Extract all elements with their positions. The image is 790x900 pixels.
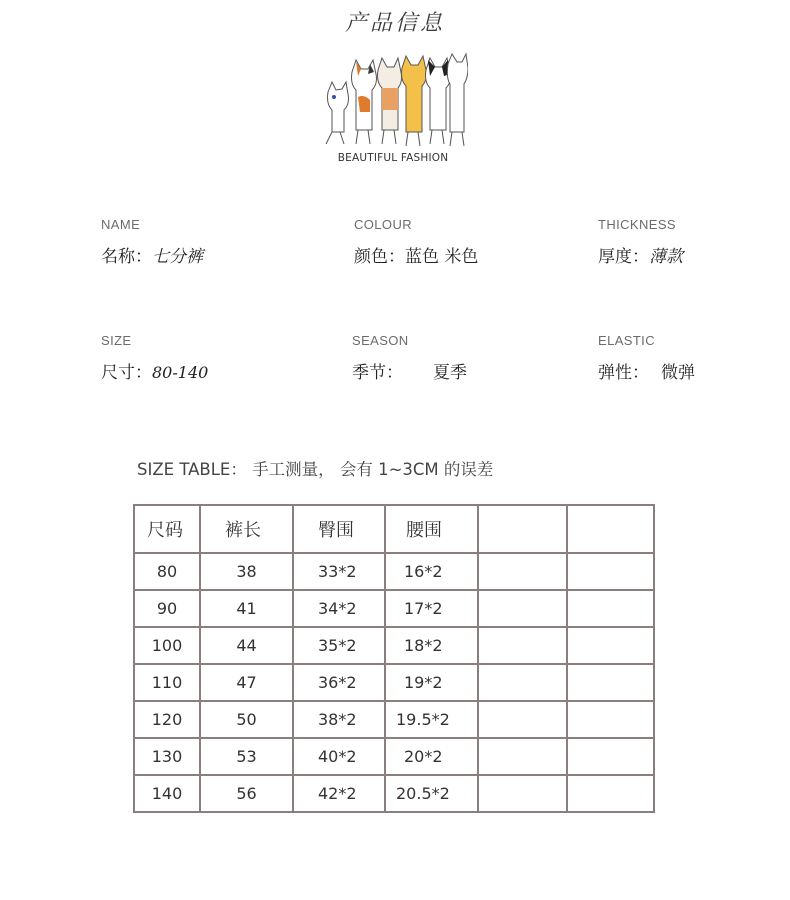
table-row [134, 738, 654, 775]
table-cell [478, 590, 567, 627]
table-cell [567, 553, 654, 590]
table-cell: 50 [200, 701, 293, 738]
table-row [134, 701, 654, 738]
table-cell: 38*2 [293, 701, 385, 738]
attr-colour-key: 颜色： [354, 247, 405, 267]
attr-colour-label: COLOUR [354, 217, 413, 232]
attr-season [352, 333, 467, 383]
brand-logo-text: BEAUTIFUL FASHION [337, 152, 449, 164]
table-cell: 80 [134, 553, 200, 590]
header-cell [478, 505, 567, 553]
table-cell [478, 775, 567, 812]
attr-thickness [598, 217, 683, 267]
attr-thickness-label: THICKNESS [598, 217, 677, 232]
header-cell: 臀围 [293, 505, 385, 553]
table-row [134, 664, 654, 701]
attr-size [101, 333, 208, 383]
table-cell [567, 701, 654, 738]
table-cell: 90 [134, 590, 200, 627]
table-cell: 38 [200, 553, 293, 590]
page-title: 产品信息 [344, 11, 445, 36]
attr-elastic-label: ELASTIC [598, 333, 655, 348]
table-cell: 33*2 [293, 553, 385, 590]
attr-colour-value: 蓝色 米色 [405, 247, 479, 267]
attr-name-label: NAME [101, 217, 141, 232]
table-cell: 120 [134, 701, 200, 738]
header-cell [567, 505, 654, 553]
table-cell [478, 738, 567, 775]
header-cell: 尺码 [134, 505, 200, 553]
table-cell: 17*2 [385, 590, 478, 627]
table-cell [567, 775, 654, 812]
attr-name-value: 七分裤 [152, 247, 203, 267]
table-cell: 42*2 [293, 775, 385, 812]
size-table-header-row [134, 505, 654, 553]
table-row [134, 553, 654, 590]
table-row [134, 627, 654, 664]
size-table-caption: SIZE TABLE： 手工测量， 会有 1~3CM 的误差 [137, 460, 494, 479]
attr-size-value: 80-140 [152, 363, 209, 382]
table-cell: 18*2 [385, 627, 478, 664]
table-cell: 16*2 [385, 553, 478, 590]
table-row [134, 775, 654, 812]
table-cell: 100 [134, 627, 200, 664]
attr-thickness-key: 厚度： [598, 247, 649, 267]
attr-size-label: SIZE [101, 333, 132, 348]
table-cell: 19*2 [385, 664, 478, 701]
attr-season-key: 季节： [352, 363, 403, 383]
header-cell: 腰围 [385, 505, 478, 553]
table-cell [478, 627, 567, 664]
table-cell: 20.5*2 [385, 775, 478, 812]
table-cell [478, 664, 567, 701]
attr-elastic-value: 微弹 [661, 363, 695, 383]
table-row [134, 590, 654, 627]
table-cell [567, 738, 654, 775]
header-cell: 裤长 [200, 505, 293, 553]
table-cell [567, 627, 654, 664]
brand-logo [318, 52, 468, 172]
cats-illustration-icon [318, 52, 468, 152]
table-cell: 34*2 [293, 590, 385, 627]
attr-elastic [598, 333, 695, 383]
attr-elastic-key: 弹性： [598, 363, 649, 383]
table-cell: 20*2 [385, 738, 478, 775]
table-cell [478, 701, 567, 738]
table-cell [478, 553, 567, 590]
attr-name [101, 217, 203, 267]
table-cell: 56 [200, 775, 293, 812]
attr-thickness-value: 薄款 [649, 247, 683, 267]
table-cell: 35*2 [293, 627, 385, 664]
table-cell [567, 590, 654, 627]
attr-colour [354, 217, 478, 267]
table-cell [567, 664, 654, 701]
table-cell: 36*2 [293, 664, 385, 701]
size-table [133, 504, 655, 813]
table-cell: 40*2 [293, 738, 385, 775]
table-cell: 53 [200, 738, 293, 775]
table-cell: 19.5*2 [385, 701, 478, 738]
table-cell: 130 [134, 738, 200, 775]
attr-season-value: 夏季 [433, 363, 467, 383]
table-cell: 44 [200, 627, 293, 664]
table-cell: 140 [134, 775, 200, 812]
table-cell: 110 [134, 664, 200, 701]
table-cell: 41 [200, 590, 293, 627]
attr-size-key: 尺寸： [101, 363, 152, 383]
attr-name-key: 名称： [101, 247, 152, 267]
attr-season-label: SEASON [352, 333, 409, 348]
table-cell: 47 [200, 664, 293, 701]
